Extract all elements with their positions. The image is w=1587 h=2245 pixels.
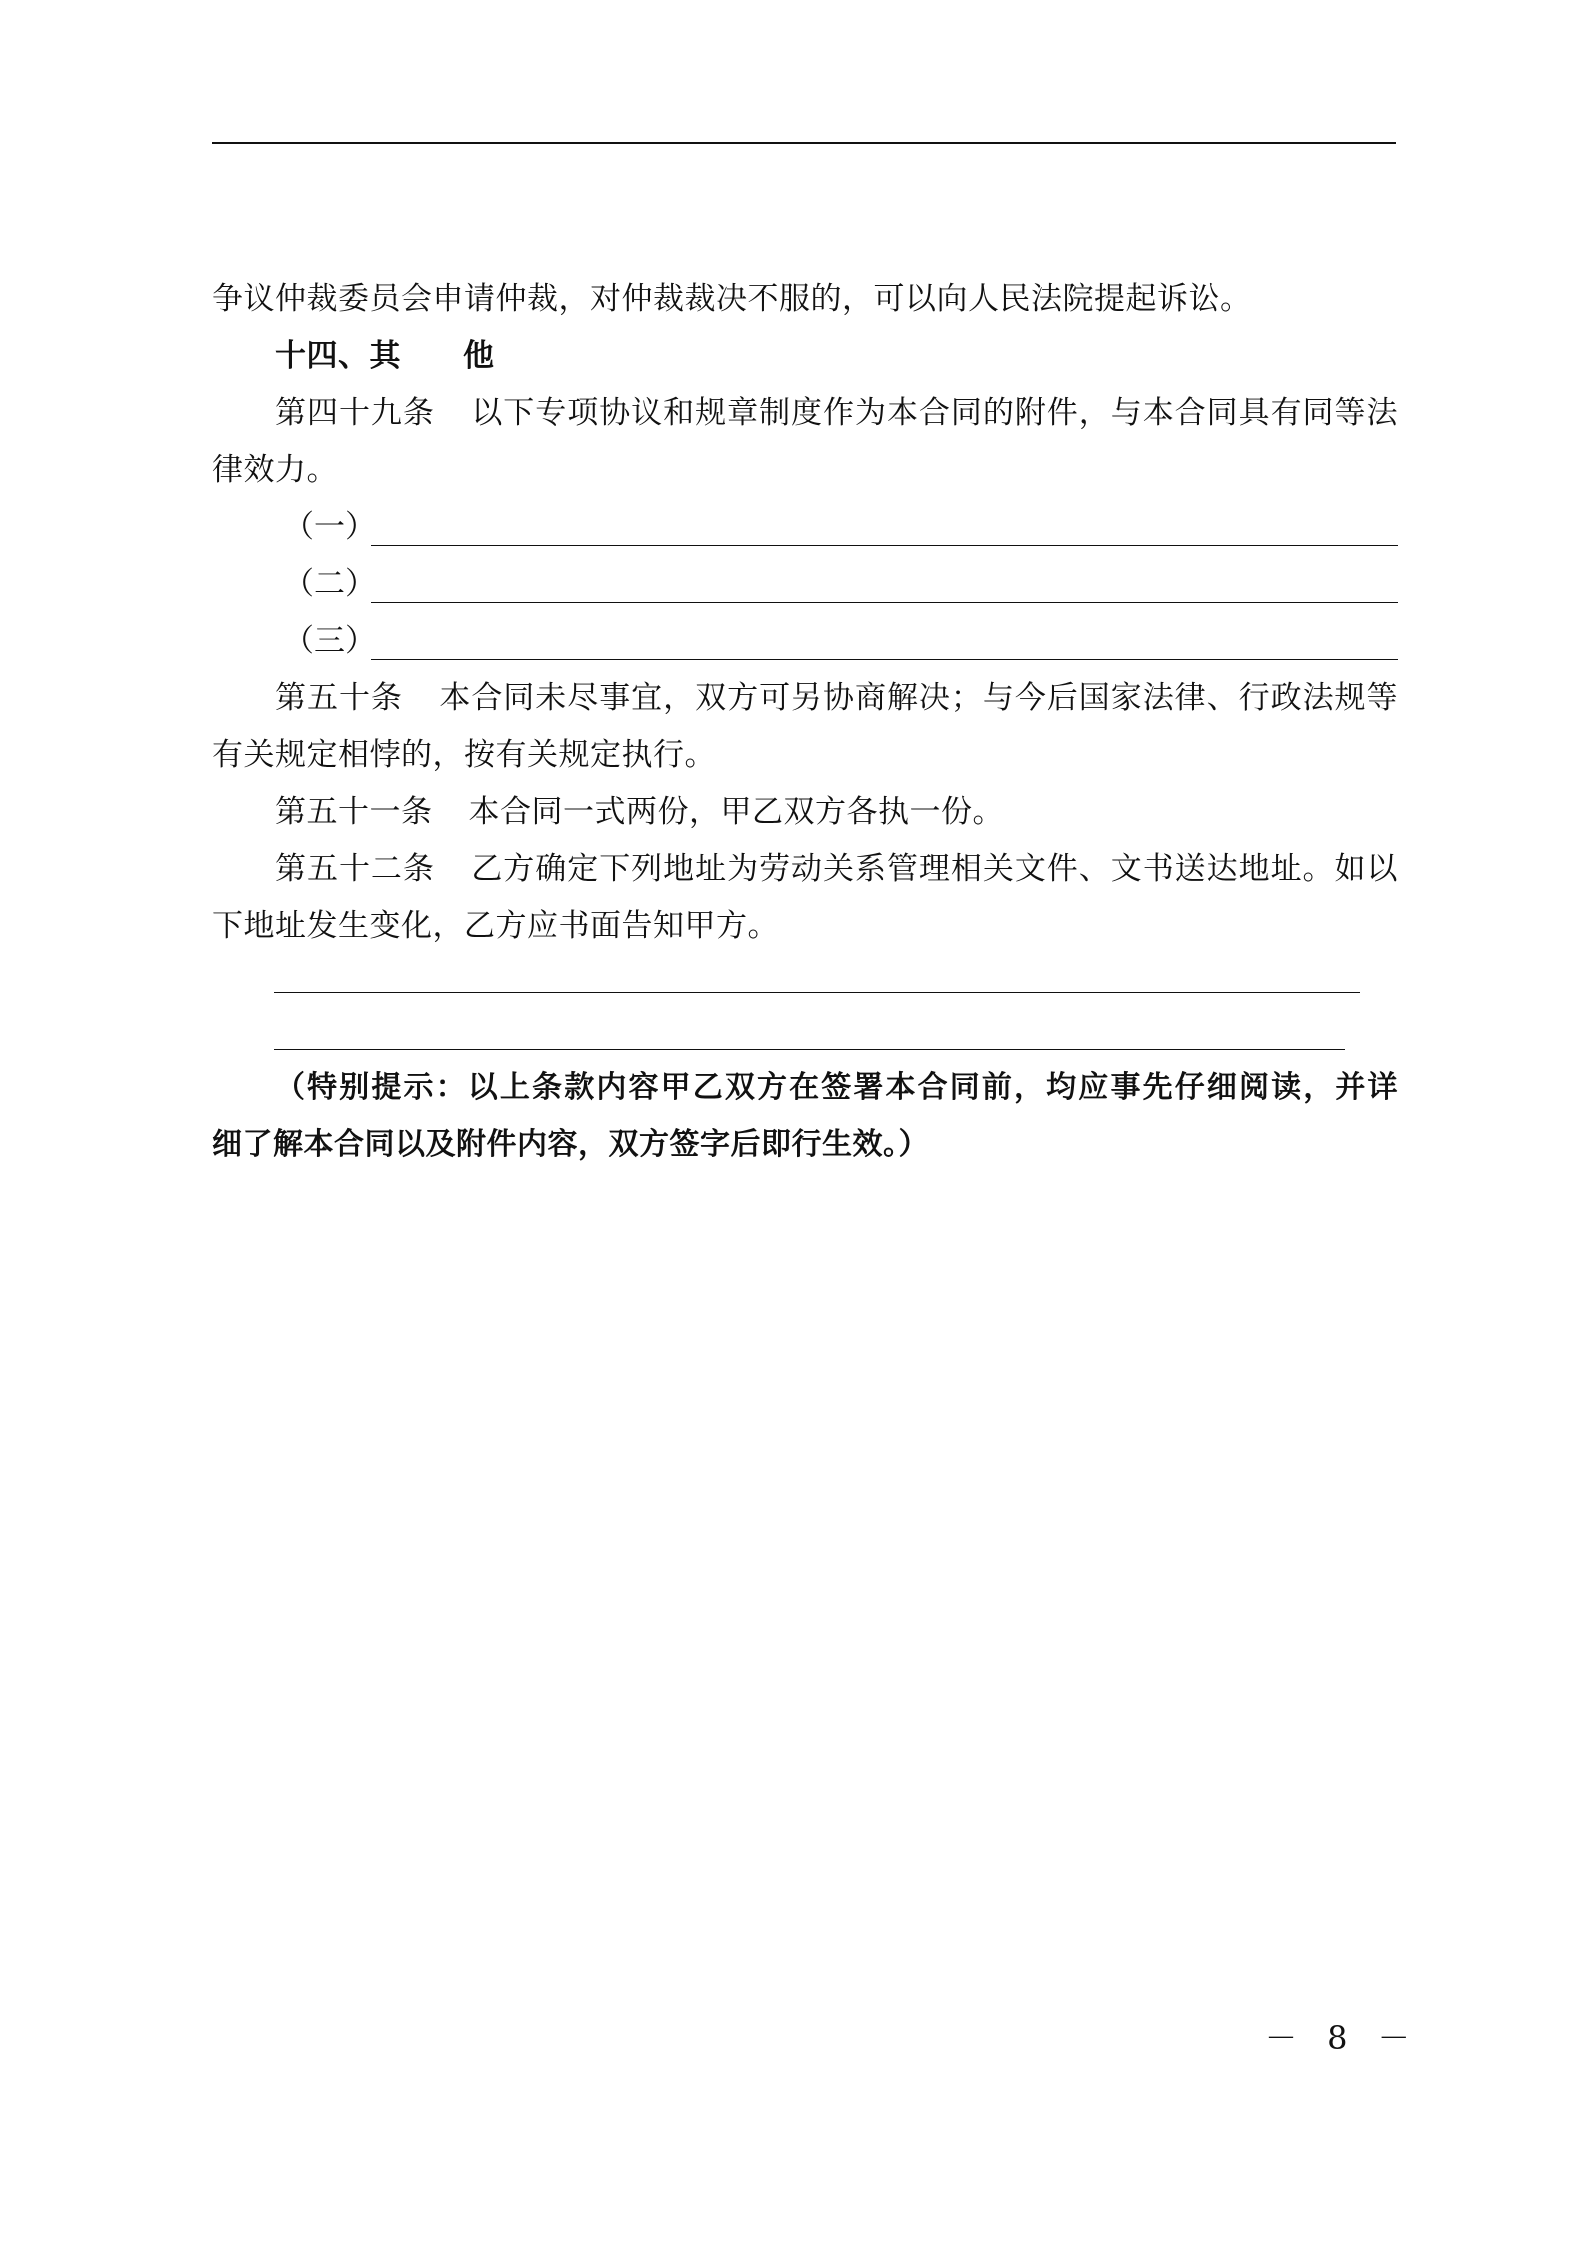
address-line-2	[274, 1049, 1345, 1050]
article-51	[275, 792, 1398, 832]
attachment-blank-line-3	[371, 659, 1398, 660]
article-49-line2: 律效力。	[212, 452, 338, 488]
special-notice-line1: （特别提示：以上条款内容甲乙双方在签署本合同前，均应事先仔细阅读，并详	[275, 1070, 1398, 1105]
special-notice-line2: 细了解本合同以及附件内容，双方签字后即行生效。）	[212, 1127, 929, 1162]
paragraph-continuation: 争议仲裁委员会申请仲裁，对仲裁裁决不服的，可以向人民法院提起诉讼。	[212, 281, 1252, 317]
attachment-label-3: （三）	[283, 623, 376, 659]
article-52-text: 乙方确定下列地址为劳动关系管理相关文件、文书送达地址。如以	[470, 851, 1399, 887]
attachment-blank-3	[275, 621, 1398, 661]
attachment-blank-line-2	[371, 602, 1398, 603]
article-51-text: 本合同一式两份，甲乙双方各执一份。	[468, 794, 1004, 830]
article-52-label: 第五十二条	[275, 851, 435, 887]
article-51-label: 第五十一条	[275, 794, 433, 830]
article-49-label: 第四十九条	[275, 395, 435, 431]
section-heading-number: 十四、其	[275, 338, 401, 374]
article-50-text: 本合同未尽事宜，双方可另协商解决；与今后国家法律、行政法规等	[438, 680, 1399, 716]
article-50-label: 第五十条	[275, 680, 403, 716]
header-rule	[212, 142, 1396, 144]
attachment-label-1: （一）	[283, 509, 376, 545]
article-52-line2: 下地址发生变化，乙方应书面告知甲方。	[212, 908, 779, 944]
article-49-line1	[275, 393, 1398, 433]
section-heading-title: 他	[463, 338, 495, 374]
section-heading	[275, 336, 1398, 376]
attachment-blank-line-1	[371, 545, 1398, 546]
article-52-line1	[275, 849, 1398, 889]
article-50-line1	[275, 678, 1398, 718]
article-49-text: 以下专项协议和规章制度作为本合同的附件，与本合同具有同等法	[470, 395, 1399, 431]
attachment-label-2: （二）	[283, 566, 376, 602]
page-number: － 8 －	[1265, 2019, 1420, 2057]
article-50-line2: 有关规定相悖的，按有关规定执行。	[212, 737, 716, 773]
attachment-blank-2	[275, 564, 1398, 604]
address-line-1	[274, 992, 1360, 993]
attachment-blank-1	[275, 507, 1398, 547]
